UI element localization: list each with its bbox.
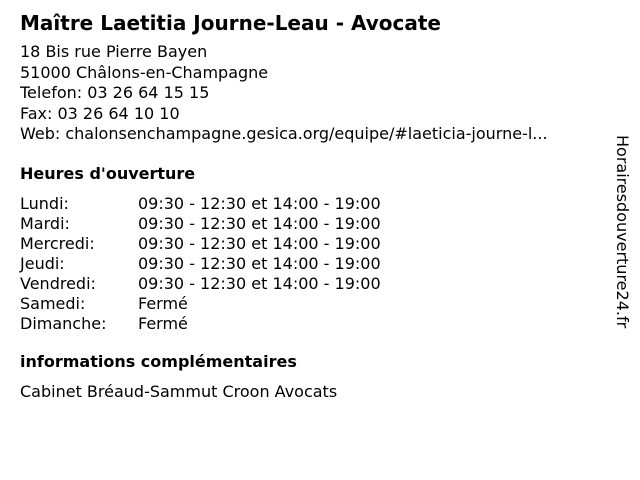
phone-number: Telefon: 03 26 64 15 15 [20,83,210,102]
hours-row-monday [20,194,605,214]
site-brand-watermark: Horairesdouverture24.fr [613,135,632,329]
hours-day: Mardi: [20,213,70,233]
hours-day: Samedi: [20,293,86,313]
business-card [20,10,605,402]
hours-heading: Heures d'ouverture [20,163,196,183]
hours-value: Fermé [138,293,188,313]
hours-day: Lundi: [20,193,69,213]
address-city: 51000 Châlons-en-Champagne [20,62,269,82]
info-heading: informations complémentaires [20,351,297,371]
hours-day: Dimanche: [20,313,107,333]
hours-row-saturday [20,294,605,314]
hours-row-thursday [20,254,605,274]
hours-value: 09:30 - 12:30 et 14:00 - 19:00 [138,193,381,213]
hours-row-friday [20,274,605,294]
hours-day: Mercredi: [20,233,95,253]
hours-value: 09:30 - 12:30 et 14:00 - 19:00 [138,273,381,293]
page-title: Maître Laetitia Journe-Leau - Avocate [20,11,441,35]
hours-value: 09:30 - 12:30 et 14:00 - 19:00 [138,213,381,233]
hours-row-sunday [20,314,605,334]
hours-day: Jeudi: [20,253,65,273]
address-street: 18 Bis rue Pierre Bayen [20,42,208,61]
address-block [20,42,605,145]
hours-value: 09:30 - 12:30 et 14:00 - 19:00 [138,253,381,273]
website-link[interactable]: Web: chalonsenchampagne.gesica.org/equipe/#laeticia-journe-l... [20,124,548,143]
hours-value: 09:30 - 12:30 et 14:00 - 19:00 [138,233,381,253]
fax-number: Fax: 03 26 64 10 10 [20,103,180,123]
info-text: Cabinet Bréaud-Sammut Croon Avocats [20,381,338,401]
hours-row-wednesday [20,234,605,254]
hours-value: Fermé [138,313,188,333]
hours-table [20,194,605,334]
hours-day: Vendredi: [20,273,96,293]
hours-row-tuesday [20,214,605,234]
